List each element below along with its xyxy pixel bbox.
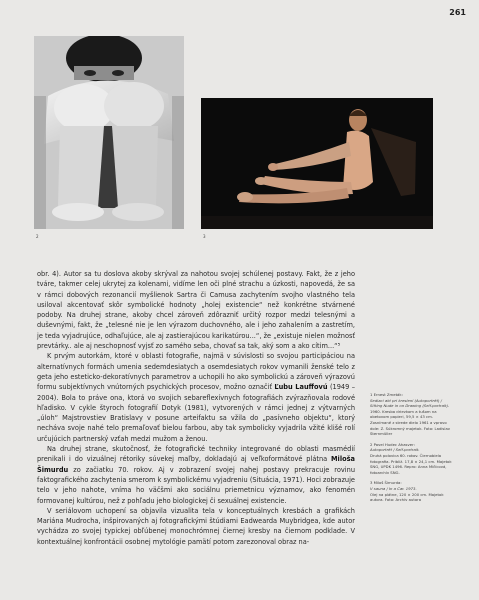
caption-2-details: Druhá polovica 60. rokov. Čiernobiela fotografia. Približ. 17,8 × 24,1 cm. Majetok SNG, UPDK 1496. Repro: Anna Mičícová, fotoarchív SNG. xyxy=(370,452,452,475)
caption-3-details: Olej na plátne, 120 × 200 cm. Majetok autora. Foto: Archív autora xyxy=(370,491,444,503)
main-article-text xyxy=(37,269,355,547)
caption-2-author: 2 Pavel Hudec Ahasver: xyxy=(370,441,415,447)
caption-2-title: Autoportrét / Self-portrait. xyxy=(370,447,420,453)
figure-captions xyxy=(370,392,454,508)
seated-figure-image xyxy=(201,98,433,229)
paragraph-1: obr. 4). Autor sa tu doslova akoby skrýval za nahotou svojej schúlenej postavy. Fakt, že z jeho tváre, takmer celej ukrytej za kolenami, vidíme len oči plné strachu a úzkosti, napovedá, že sa v rámci dobových rezonancií myšlienok Sartra či Camusa zachytením svojho vlastného tela usiloval akcentovať skôr symbolické hodnoty „holej existencie“ než konkrétne stvárnené podoby. Na druhej strane, akoby chcel zároveň zdôrazniť určitý rozpor medzi telesnými a duševnými, fakt, že „telesné nie je len výrazom duchovného, ale i jeho zahalením a zastretím, je teda vyjadrujúce, odhaľujúce, ale aj zastierajúcou karikatúrou...“, že „existuje nielen možnosť prevtárky.. ale aj neschopnosť vyjsť zo samého seba, chovať sa tak, aký som a ako cítim...“⁵ xyxy=(37,270,355,351)
paragraph-4: V seriálovom uchopení sa objavila vizualita tela v konceptuálnych kresbách a grafikách Mariána Mudrocha, inšpirovaných aj fotografickými štúdiami Eadwearda Muybridgea, kde autor vychádza zo svojej typickej obľúbenej monochrómnej čiernej kresby na čiernom podklade. V kontextuálnej konfrontácii osobnej mytológie pamätí potom zarezonoval obraz na- xyxy=(37,506,355,546)
caption-1-details: 1960. Kresba drievkom a tušom na obetovom papieri, 59,5 × 43 cm. Zosnímané z strede dielo 1961 a vpravo dole: Z. Súkromný majetok. Foto: Ladislav Sternmüller xyxy=(370,408,451,437)
caption-1-title: Sediaci akt pri kreslení (Autoportrét) / Sitting Nude in on Drawing (Self-portrait). xyxy=(370,397,450,409)
figure-number-3: 3 xyxy=(203,234,206,239)
artist-name-simurda: Miloša Šimurdu xyxy=(37,455,355,474)
painting-seated-figure xyxy=(201,98,433,229)
caption-2 xyxy=(370,442,454,476)
photo-self-portrait-crouching xyxy=(34,36,184,229)
caption-3 xyxy=(370,480,454,502)
caption-1-author: 1 Ernest Zmeták: xyxy=(370,392,403,397)
crouching-figure-image xyxy=(34,36,184,229)
caption-1 xyxy=(370,392,454,437)
paragraph-2: K prvým autorkám, ktoré v oblasti fotografie, najmä v súvislosti so svojou participáciou na alternatívnych formách umenia sedemdesiatych a osemdesiatych rokov vymanili ženské telo z geta jeho esteticko-dekoratívnych parametrov a uchopili ho ako symbolickú a zároveň výrazovú formu subjektívnych vnútorných psychických procesov, možno označiť Ľubu Lauffovú (1949 – 2004). Bola to práve ona, ktorá vo svojich sebareflexívnych fotografiách zvýrazňovala rodové hľadisko. V cykle štyroch fotografií Dotyk (1981), vytvorených v rámci jednej z výtvarných „úloh“ Majstrovstiev Bratislavy v posune arteifaktu sa vžila do „pasívneho objektu“, ktorý necháva svoje nahé telo premaľovať bielou farbou, aby tak symbolicky vyjadrila vžité klišé rolí určujúcich partnerský vzťah medzi mužom a ženou. xyxy=(37,352,355,443)
figure-number-2: 2 xyxy=(36,234,39,239)
page-number: 261 xyxy=(449,8,466,17)
artist-name-lauffova: Ľubu Lauffovú xyxy=(274,383,328,392)
caption-3-title: V sauna / In a Car. 1973. xyxy=(370,485,417,491)
caption-3-author: 3 Miloš Šimurda: xyxy=(370,480,402,486)
paragraph-3: Na druhej strane, skutočnosť, že fotografické techniky integrované do oblasti masmédií prenikali i do vizuálnej rétoriky súvekej maľby, dokladajú aj veľkoformátové plátna Miloša Šimurdu zo začiatku 70. rokov. Aj v zobrazení svojej nahej postavy prekracuje rovinu faktografického zachytenia smerom k symbolickému vyjadreniu (Situácia, 1971). Hoci zobrazuje telo v jeho nahote, vníma ho väčšmi ako sociálnu priemetnicu významov, ako fenomén formovanej kultúrou, než z pohľadu jeho biologickej či sexuálnej existencie. xyxy=(37,445,355,505)
